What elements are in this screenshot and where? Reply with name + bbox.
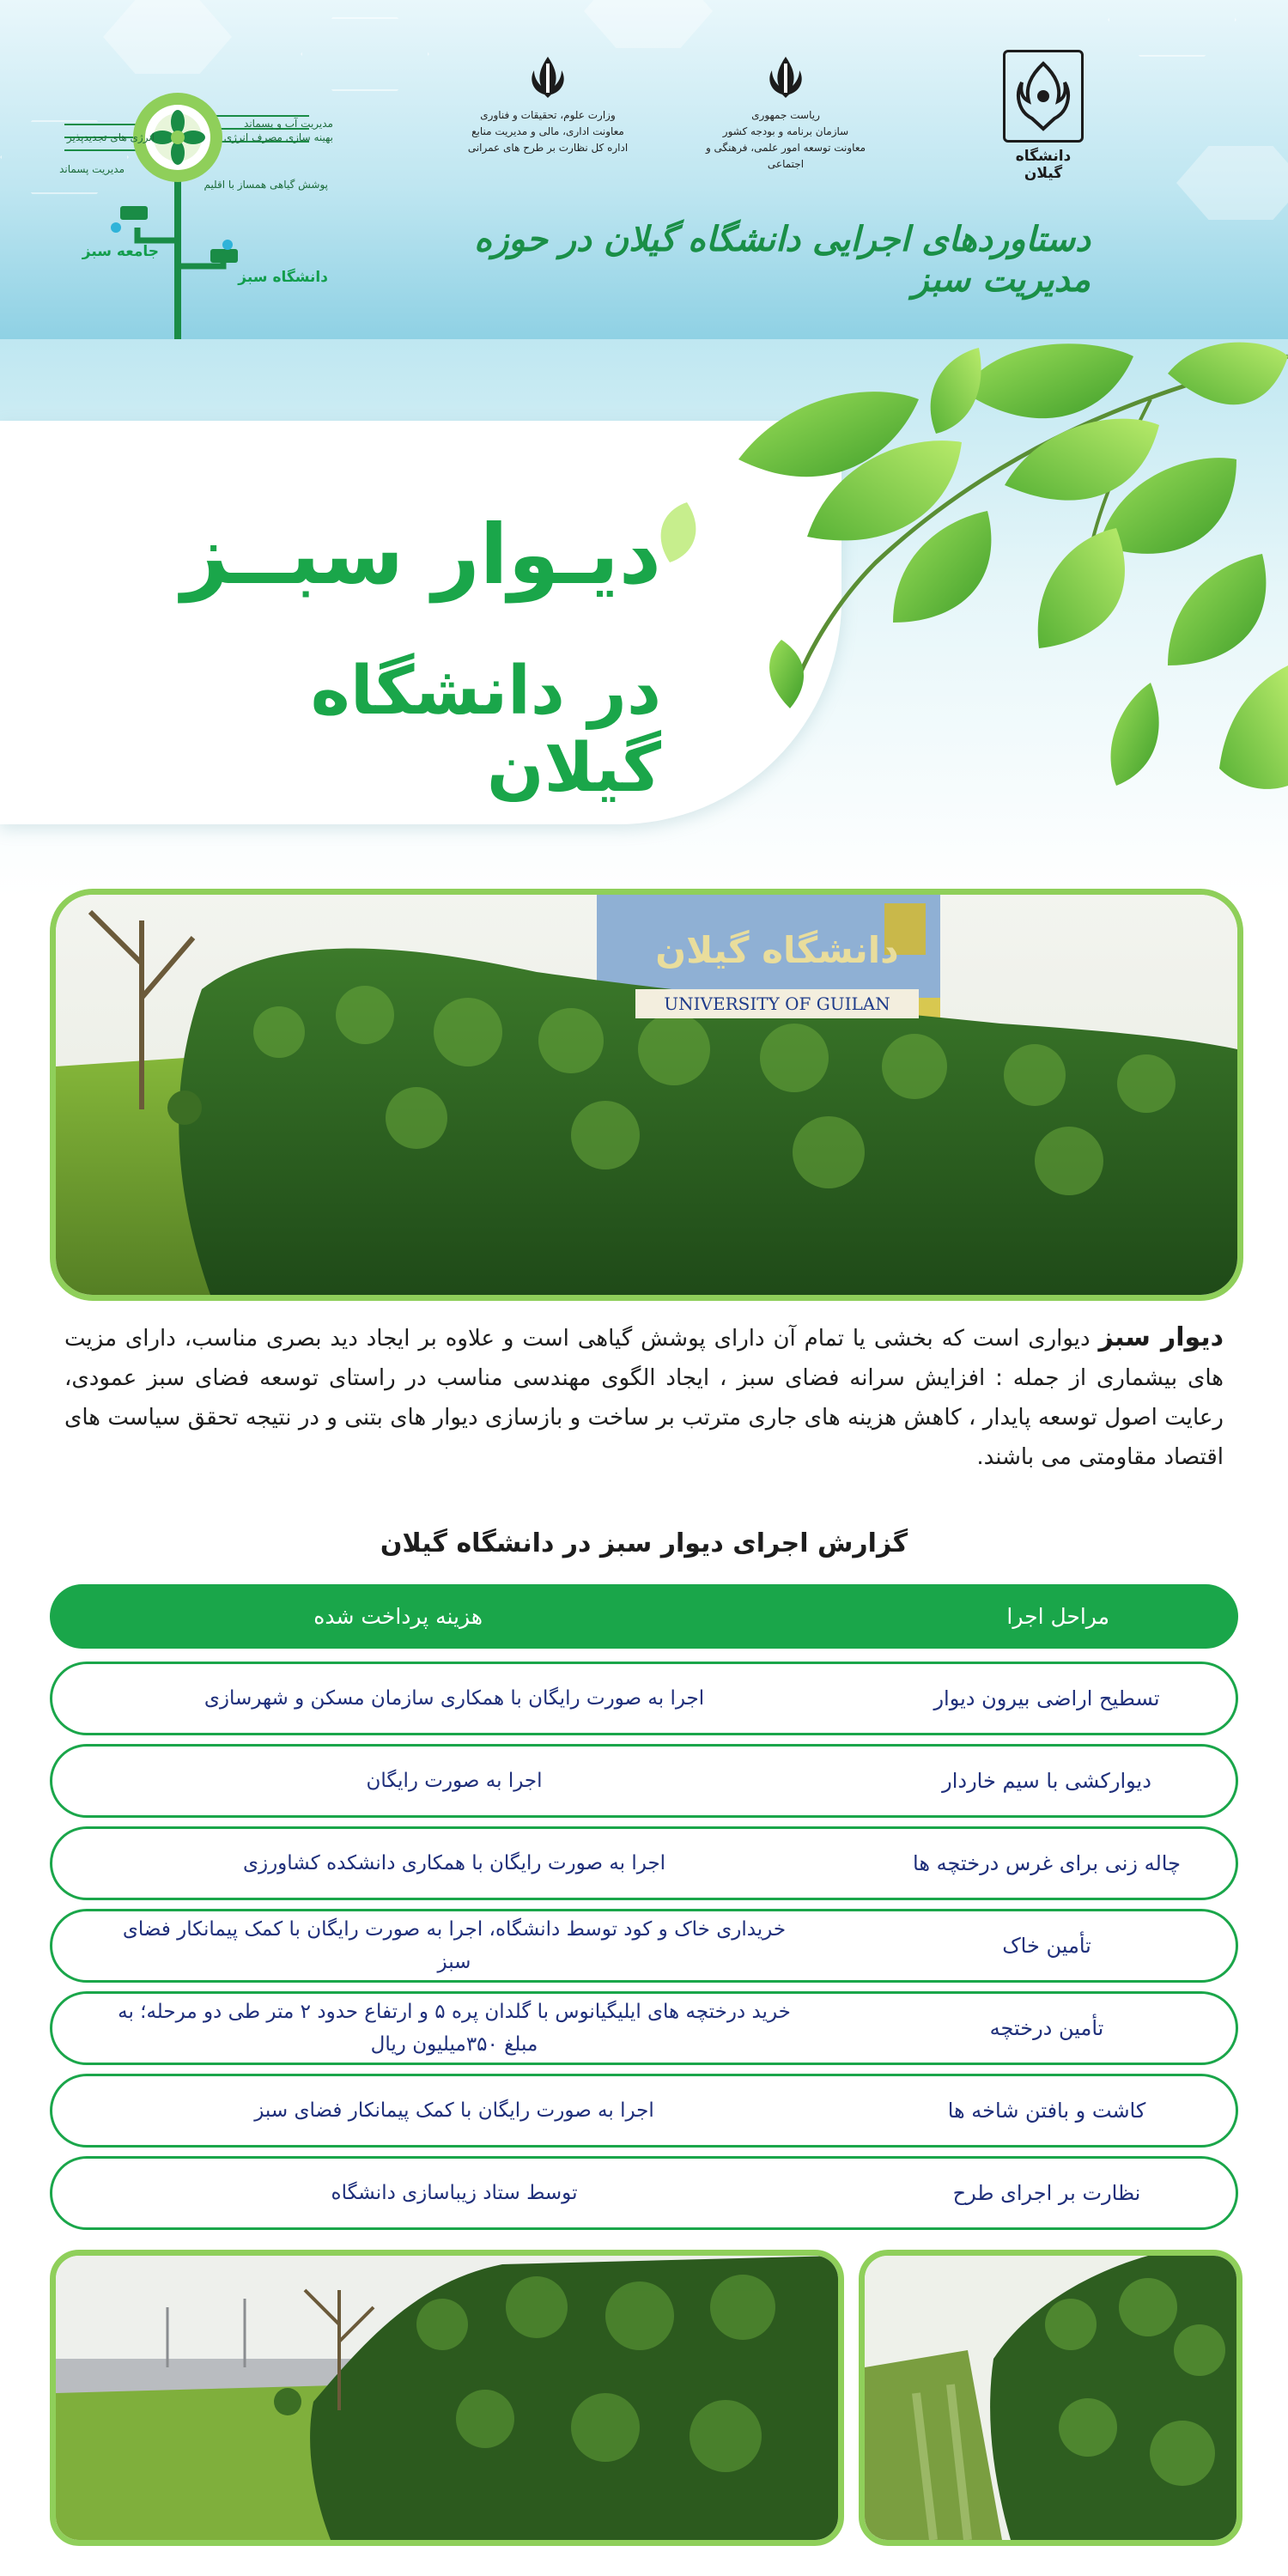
row-cost: خرید درختچه های ایلیگیانوس با گلدان پره ۵ و ارتفاع حدود ۲ متر طی دو مرحله؛ به مبلغ ۳۵۰میلیون ریال — [118, 2001, 791, 2056]
row-cost: اجرا به صورت رایگان با همکاری دانشکده کشاورزی — [242, 1852, 666, 1874]
table-row — [50, 1991, 1238, 2065]
report-title: گزارش اجرای دیوار سبز در دانشگاه گیلان — [380, 1528, 908, 1558]
description-lead: دیوار سبز — [1098, 1322, 1224, 1352]
university-sign-text: دانشگاه گیلان — [655, 929, 899, 971]
table-header — [50, 1584, 1238, 1649]
row-stage: تسطیح اراضی بیرون دیوار — [933, 1686, 1160, 1710]
header-banner — [0, 0, 1288, 339]
green-community-label: جامعه سبز — [82, 243, 159, 260]
planning-organization-text: ریاست جمهوری سازمان برنامه و بودجه کشور معاونت توسعه امور علمی، فرهنگی و اجتماعی — [705, 109, 866, 170]
table-row — [50, 1826, 1238, 1900]
guilan-emblem-icon — [1003, 50, 1084, 143]
row-stage: تأمین درختچه — [989, 2016, 1104, 2040]
tree-item-4: پوشش گیاهی همساز با اقلیم — [204, 179, 328, 191]
row-stage: چاله زنی برای غرس درختچه ها — [913, 1851, 1181, 1875]
hexagon-decoration — [1176, 146, 1288, 220]
row-stage: دیوارکشی با سیم خاردار — [942, 1769, 1151, 1793]
tree-logo-icon — [52, 69, 335, 339]
iran-emblem-icon — [522, 52, 574, 103]
green-leaves-illustration — [635, 339, 1288, 889]
hedge-road-illustration — [56, 2256, 838, 2540]
ministry-science-text: وزارت علوم، تحقیقات و فناوری معاونت اداری، مالی و مدیریت منابع اداره کل نظارت بر طرح های عمرانی — [467, 109, 629, 154]
row-cost: خریداری خاک و کود توسط دانشگاه، اجرا به صورت رایگان با کمک پیمانکار فضای سبز — [122, 1918, 787, 1973]
table-row — [50, 1909, 1238, 1983]
hedge-side-illustration — [865, 2256, 1236, 2540]
row-stage: نظارت بر اجرای طرح — [952, 2181, 1141, 2205]
green-university-label: دانشگاه سبز — [238, 269, 328, 286]
column-header-stage: مراحل اجرا — [1006, 1604, 1109, 1629]
row-cost: توسط ستاد زیباسازی دانشگاه — [331, 2182, 578, 2204]
green-wall-photo-road — [50, 2250, 844, 2546]
row-cost: اجرا به صورت رایگان با همکاری سازمان مسکن و شهرسازی — [204, 1687, 705, 1710]
green-wall-photo-side — [859, 2250, 1242, 2546]
green-wall-photo-main — [50, 889, 1243, 1301]
column-header-cost: هزینه پرداخت شده — [313, 1604, 483, 1629]
tree-item-3: بهینه سازی مصرف انرژی — [223, 131, 333, 143]
guilan-logo-caption: دانشگاه گیلان — [1015, 148, 1072, 182]
iran-emblem-icon — [760, 52, 811, 103]
row-cost: اجرا به صورت رایگان با کمک پیمانکار فضای سبز — [254, 2099, 654, 2122]
university-sign-subtext: UNIVERSITY OF GUILAN — [635, 989, 919, 1018]
table-row — [50, 2156, 1238, 2230]
green-university-logo — [52, 69, 335, 339]
hexagon-decoration — [584, 0, 713, 48]
tree-item-5: مدیریت پسماند — [59, 163, 125, 175]
description-text: دیواری است که بخشی یا تمام آن دارای پوشش گیاهی است و علاوه بر ایجاد دید بصری مناسب، دارای مزیت های بیشماری از جمله : افزایش سرانه فضای سبز ، ایجاد الگوی مهندسی مناسب در راستای توسعه فضای سبز عمودی، رعایت اصول توسعه پایدار ، کاهش هزینه های جاری مترتب بر ساخت و بازسازی دیوار های بتنی و در نتیجه تحقق سیاست های اقتصاد مقاومتی می باشند. — [64, 1326, 1224, 1470]
row-stage: کاشت و بافتن شاخه ها — [947, 2099, 1146, 2123]
row-cost: اجرا به صورت رایگان — [366, 1770, 543, 1792]
university-of-guilan-logo — [996, 50, 1091, 182]
tree-item-1: مدیریت آب و پسماند — [244, 118, 333, 130]
green-wall-subtitle: در دانشگاه گیلان — [310, 653, 661, 807]
hexagon-decoration — [1108, 0, 1236, 57]
row-stage: تأمین خاک — [1002, 1934, 1091, 1958]
page-heading: دستاوردهای اجرایی دانشگاه گیلان در حوزه مدیریت سبز — [474, 219, 1091, 300]
green-wall-title: دیـوار سبــز — [181, 507, 661, 603]
green-wall-description — [64, 1318, 1224, 1477]
table-row — [50, 1662, 1238, 1735]
table-row — [50, 1744, 1238, 1818]
hexagon-decoration — [103, 0, 232, 74]
tree-item-2: انرژی های تجدیدپذیر — [66, 131, 155, 143]
table-row — [50, 2074, 1238, 2148]
